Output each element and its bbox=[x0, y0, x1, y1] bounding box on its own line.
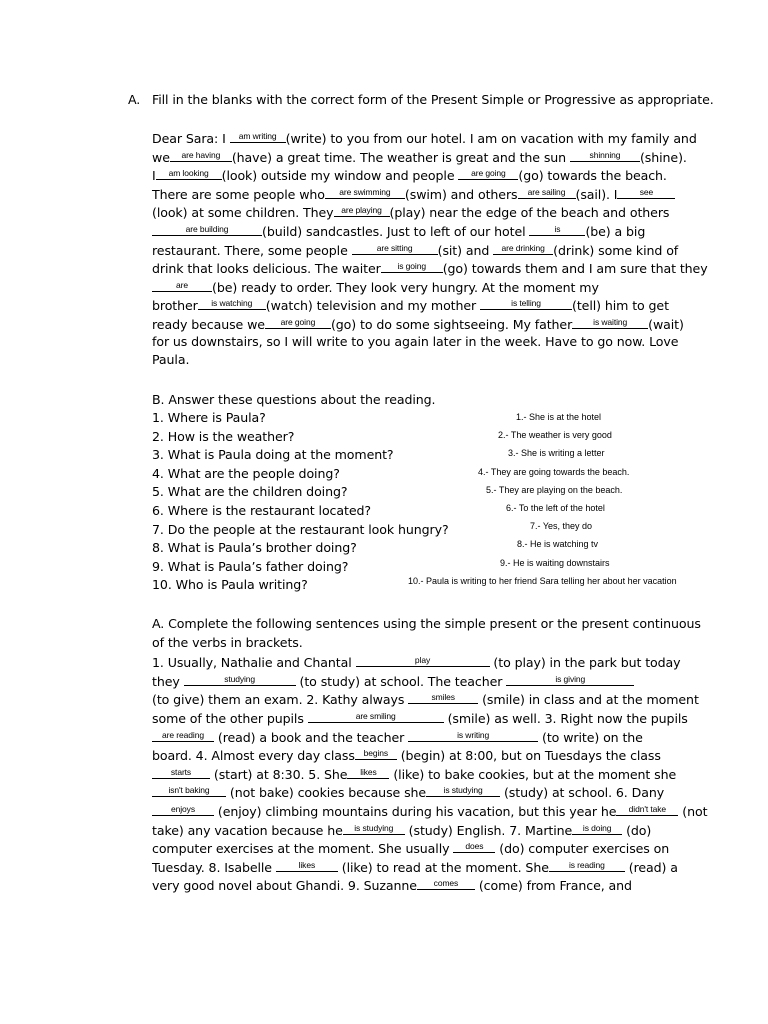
answer-blank bbox=[381, 258, 443, 273]
part-a-line bbox=[152, 221, 645, 241]
answer-blank bbox=[276, 857, 338, 872]
answer-blank bbox=[529, 221, 585, 236]
line-text: Tuesday. 8. Isabelle bbox=[152, 859, 276, 875]
part-c-line bbox=[152, 801, 707, 821]
line-text: (to give) them an exam. 2. Kathy always bbox=[152, 692, 409, 708]
answer-blank bbox=[156, 165, 222, 180]
part-c-line bbox=[152, 671, 634, 691]
line-text: (sit) and bbox=[437, 242, 494, 258]
answer-blank bbox=[152, 727, 214, 742]
part-c-line bbox=[152, 875, 632, 895]
line-text: (not bake) cookies because she bbox=[226, 785, 427, 801]
answer-text: are going bbox=[280, 317, 316, 327]
answer-text: likes bbox=[298, 859, 316, 870]
line-text: for us downstairs, so I will write to you again later in the week. Have to go now. Love bbox=[152, 333, 679, 349]
question-item: 3. What is Paula doing at the moment? bbox=[152, 447, 394, 463]
line-text: (read) a book and the teacher bbox=[214, 729, 409, 745]
answer-blank bbox=[308, 708, 444, 723]
question-item: 10. Who is Paula writing? bbox=[152, 577, 308, 593]
answer-text: is reading bbox=[568, 859, 605, 870]
answer-blank bbox=[617, 184, 675, 199]
line-text: ready because we bbox=[152, 317, 265, 332]
part-a-line bbox=[152, 202, 669, 222]
question-item: 1. Where is Paula? bbox=[152, 410, 266, 425]
line-text: (study) at school. 6. Dany bbox=[500, 785, 665, 801]
line-text: (build) sandcastles. Just to left of our hotel bbox=[262, 224, 530, 239]
line-text: drink that looks delicious. The waiter bbox=[152, 261, 381, 277]
part-a-label: A. bbox=[128, 92, 141, 107]
part-c-line bbox=[152, 634, 303, 652]
line-text: (study) English. 7. Martine bbox=[404, 822, 573, 838]
answer-item: 2.- The weather is very good bbox=[498, 430, 612, 441]
answer-item: 9.- He is waiting downstairs bbox=[500, 557, 610, 568]
answer-blank bbox=[408, 727, 538, 742]
part-b-title: B. Answer these questions about the reading. bbox=[152, 392, 436, 407]
answer-blank bbox=[518, 184, 576, 199]
answer-text: is studying bbox=[443, 785, 483, 796]
answer-blank bbox=[152, 221, 262, 236]
answer-text: starts bbox=[170, 766, 192, 777]
answer-item: 10.- Paula is writing to her friend Sara telling her about her vacation bbox=[408, 575, 677, 586]
answer-item: 5.- They are playing on the beach. bbox=[486, 484, 623, 495]
line-text: There are some people who bbox=[152, 186, 325, 202]
part-a-line bbox=[152, 147, 687, 167]
line-text: (look) outside my window and people bbox=[221, 168, 459, 184]
answer-text: am looking bbox=[168, 168, 209, 179]
line-text: computer exercises at the moment. She usually bbox=[152, 841, 454, 857]
answer-blank bbox=[343, 820, 405, 835]
part-a-line bbox=[152, 128, 697, 148]
line-text: (play) near the edge of the beach and others bbox=[389, 205, 670, 221]
answer-text: are smiling bbox=[355, 711, 396, 721]
line-text: (read) a bbox=[624, 859, 678, 875]
answer-blank bbox=[480, 295, 572, 310]
line-text: (go) to do some sightseeing. My father bbox=[330, 317, 573, 332]
answer-blank bbox=[170, 147, 232, 162]
answer-blank bbox=[616, 801, 678, 816]
question-item: 9. What is Paula’s father doing? bbox=[152, 558, 349, 574]
part-a-line bbox=[152, 184, 675, 204]
answer-blank bbox=[152, 782, 226, 797]
line-text: (begin) at 8:00, but on Tuesdays the class bbox=[396, 748, 661, 764]
part-c-line bbox=[152, 727, 643, 747]
answer-text: comes bbox=[433, 878, 459, 889]
answer-text: are going bbox=[471, 168, 506, 179]
part-a-line bbox=[152, 295, 669, 315]
answer-text: are swimming bbox=[339, 186, 391, 197]
part-a-line bbox=[152, 314, 684, 334]
answer-blank bbox=[453, 838, 495, 853]
line-text: Paula. bbox=[152, 352, 190, 368]
line-text: A. Complete the following sentences using the simple present or the present continuous bbox=[152, 616, 701, 631]
part-a-title: Fill in the blanks with the correct form of the Present Simple or Progressive as appropriate. bbox=[152, 92, 714, 107]
part-a-line bbox=[152, 240, 678, 260]
part-a-line bbox=[152, 333, 678, 351]
question-item: 2. How is the weather? bbox=[152, 428, 295, 444]
answer-blank bbox=[334, 202, 390, 217]
question-item: 6. Where is the restaurant located? bbox=[152, 503, 371, 518]
line-text: (not bbox=[678, 804, 708, 819]
answer-text: play bbox=[414, 655, 431, 666]
answer-blank bbox=[417, 875, 475, 890]
answer-text: shinning bbox=[589, 149, 621, 160]
answer-blank bbox=[152, 764, 210, 779]
answer-text: is telling bbox=[511, 298, 541, 309]
line-text: (write) to you from our hotel. I am on vacation with my family and bbox=[285, 131, 697, 146]
line-text: (shine). bbox=[639, 149, 687, 165]
question-item: 4. What are the people doing? bbox=[152, 465, 340, 481]
answer-blank bbox=[426, 782, 500, 797]
answer-text: does bbox=[465, 841, 484, 852]
part-a-line bbox=[152, 165, 667, 185]
answer-text: are playing bbox=[341, 205, 382, 216]
line-text: (do) computer exercises on bbox=[495, 841, 670, 857]
answer-blank bbox=[152, 277, 212, 292]
line-text: (look) at some children. They bbox=[152, 205, 334, 221]
line-text: (watch) television and my mother bbox=[265, 298, 481, 314]
line-text: Dear Sara: I bbox=[152, 131, 230, 146]
answer-blank bbox=[458, 165, 518, 180]
part-c-line bbox=[152, 820, 651, 840]
part-c-line bbox=[152, 745, 661, 765]
answer-text: are sitting bbox=[376, 242, 413, 253]
line-text: we bbox=[152, 149, 170, 165]
line-text: (have) a great time. The weather is great and the sun bbox=[231, 149, 570, 165]
line-text: (like) to bake cookies, but at the moment she bbox=[389, 766, 677, 782]
part-c-line bbox=[152, 652, 681, 672]
answer-blank bbox=[355, 745, 397, 760]
answer-text: studying bbox=[224, 673, 256, 684]
answer-text: is bbox=[554, 224, 561, 234]
line-text: (wait) bbox=[648, 317, 684, 332]
answer-text: are having bbox=[181, 149, 221, 160]
part-a-line bbox=[152, 258, 708, 278]
answer-text: is waiting bbox=[593, 317, 628, 327]
line-text: (tell) him to get bbox=[572, 298, 669, 314]
question-item: 8. What is Paula’s brother doing? bbox=[152, 540, 357, 556]
line-text: of the verbs in brackets. bbox=[152, 634, 303, 650]
answer-text: is going bbox=[397, 261, 426, 272]
line-text: (swim) and others bbox=[404, 186, 518, 202]
answer-blank bbox=[152, 801, 214, 816]
answer-text: is giving bbox=[555, 673, 586, 684]
answer-blank bbox=[506, 671, 634, 686]
answer-blank bbox=[493, 240, 553, 255]
answer-text: smiles bbox=[431, 692, 455, 703]
answer-text: are building bbox=[185, 224, 229, 234]
part-c-line bbox=[152, 708, 688, 728]
answer-blank bbox=[570, 147, 640, 162]
question-item: 7. Do the people at the restaurant look hungry? bbox=[152, 521, 449, 537]
line-text: they bbox=[152, 673, 184, 689]
answer-item: 4.- They are going towards the beach. bbox=[478, 466, 630, 477]
line-text: (go) towards them and I am sure that they bbox=[442, 261, 708, 277]
line-text: I bbox=[152, 168, 156, 184]
line-text: (drink) some kind of bbox=[553, 242, 679, 258]
line-text: (smile) in class and at the moment bbox=[478, 692, 699, 708]
line-text: (like) to read at the moment. She bbox=[337, 859, 549, 875]
question-item: 5. What are the children doing? bbox=[152, 484, 348, 500]
answer-blank bbox=[230, 128, 286, 143]
part-c-line bbox=[152, 782, 664, 802]
answer-text: are reading bbox=[162, 729, 204, 740]
answer-text: is doing bbox=[582, 822, 612, 833]
answer-blank bbox=[265, 314, 331, 329]
line-text: (sail). I bbox=[575, 186, 618, 202]
part-c-line bbox=[152, 615, 701, 633]
answer-text: am writing bbox=[238, 131, 277, 141]
line-text: brother bbox=[152, 298, 198, 314]
answer-blank bbox=[356, 652, 490, 667]
answer-blank bbox=[408, 689, 478, 704]
answer-text: are drinking bbox=[501, 242, 545, 253]
answer-blank bbox=[325, 184, 405, 199]
line-text: (enjoy) climbing mountains during his vacation, but this year he bbox=[214, 804, 617, 819]
part-c-line bbox=[152, 857, 678, 877]
part-a-line bbox=[152, 351, 189, 369]
answer-blank bbox=[572, 314, 648, 329]
answer-blank bbox=[198, 295, 266, 310]
line-text: (smile) as well. 3. Right now the pupils bbox=[443, 711, 688, 726]
line-text: (be) ready to order. They look very hungry. At the moment my bbox=[212, 279, 599, 295]
answer-text: likes bbox=[360, 766, 377, 777]
part-c-line bbox=[152, 689, 699, 709]
answer-text: see bbox=[639, 186, 654, 197]
part-c-line bbox=[152, 764, 676, 784]
part-c-line bbox=[152, 838, 669, 858]
answer-item: 1.- She is at the hotel bbox=[516, 412, 602, 422]
answer-text: enjoys bbox=[171, 804, 195, 814]
line-text: take) any vacation because he bbox=[152, 822, 343, 838]
line-text: board. 4. Almost every day class bbox=[152, 748, 355, 764]
answer-blank bbox=[347, 764, 389, 779]
line-text: (go) towards the beach. bbox=[518, 168, 667, 184]
answer-text: are bbox=[176, 279, 188, 290]
answer-text: didn't take bbox=[628, 804, 667, 814]
line-text: some of the other pupils bbox=[152, 711, 308, 726]
line-text: (to play) in the park but today bbox=[489, 655, 681, 671]
line-text: (be) a big bbox=[585, 224, 646, 239]
answer-blank bbox=[572, 820, 622, 835]
answer-item: 8.- He is watching tv bbox=[517, 539, 599, 550]
line-text: 1. Usually, Nathalie and Chantal bbox=[152, 655, 356, 671]
line-text: (to study) at school. The teacher bbox=[295, 673, 507, 689]
answer-blank bbox=[184, 671, 296, 686]
part-a-line bbox=[152, 277, 599, 297]
line-text: (start) at 8:30. 5. She bbox=[210, 766, 348, 782]
answer-blank bbox=[352, 240, 438, 255]
part-a-heading bbox=[128, 91, 714, 109]
line-text: restaurant. There, some people bbox=[152, 242, 352, 258]
answer-text: are sailing bbox=[527, 186, 566, 197]
answer-item: 6.- To the left of the hotel bbox=[506, 503, 605, 513]
answer-item: 3.- She is writing a letter bbox=[508, 448, 605, 459]
answer-text: is watching bbox=[211, 298, 253, 309]
line-text: (to write) on the bbox=[538, 729, 643, 745]
line-text: (do) bbox=[622, 822, 652, 838]
answer-text: is studying bbox=[354, 822, 394, 833]
answer-item: 7.- Yes, they do bbox=[530, 521, 593, 532]
answer-text: begins bbox=[363, 748, 389, 759]
answer-text: isn't baking bbox=[168, 785, 210, 796]
line-text: very good novel about Ghandi. 9. Suzanne bbox=[152, 878, 417, 894]
answer-text: is writing bbox=[457, 729, 490, 740]
answer-blank bbox=[549, 857, 625, 872]
line-text: (come) from France, and bbox=[474, 878, 632, 894]
